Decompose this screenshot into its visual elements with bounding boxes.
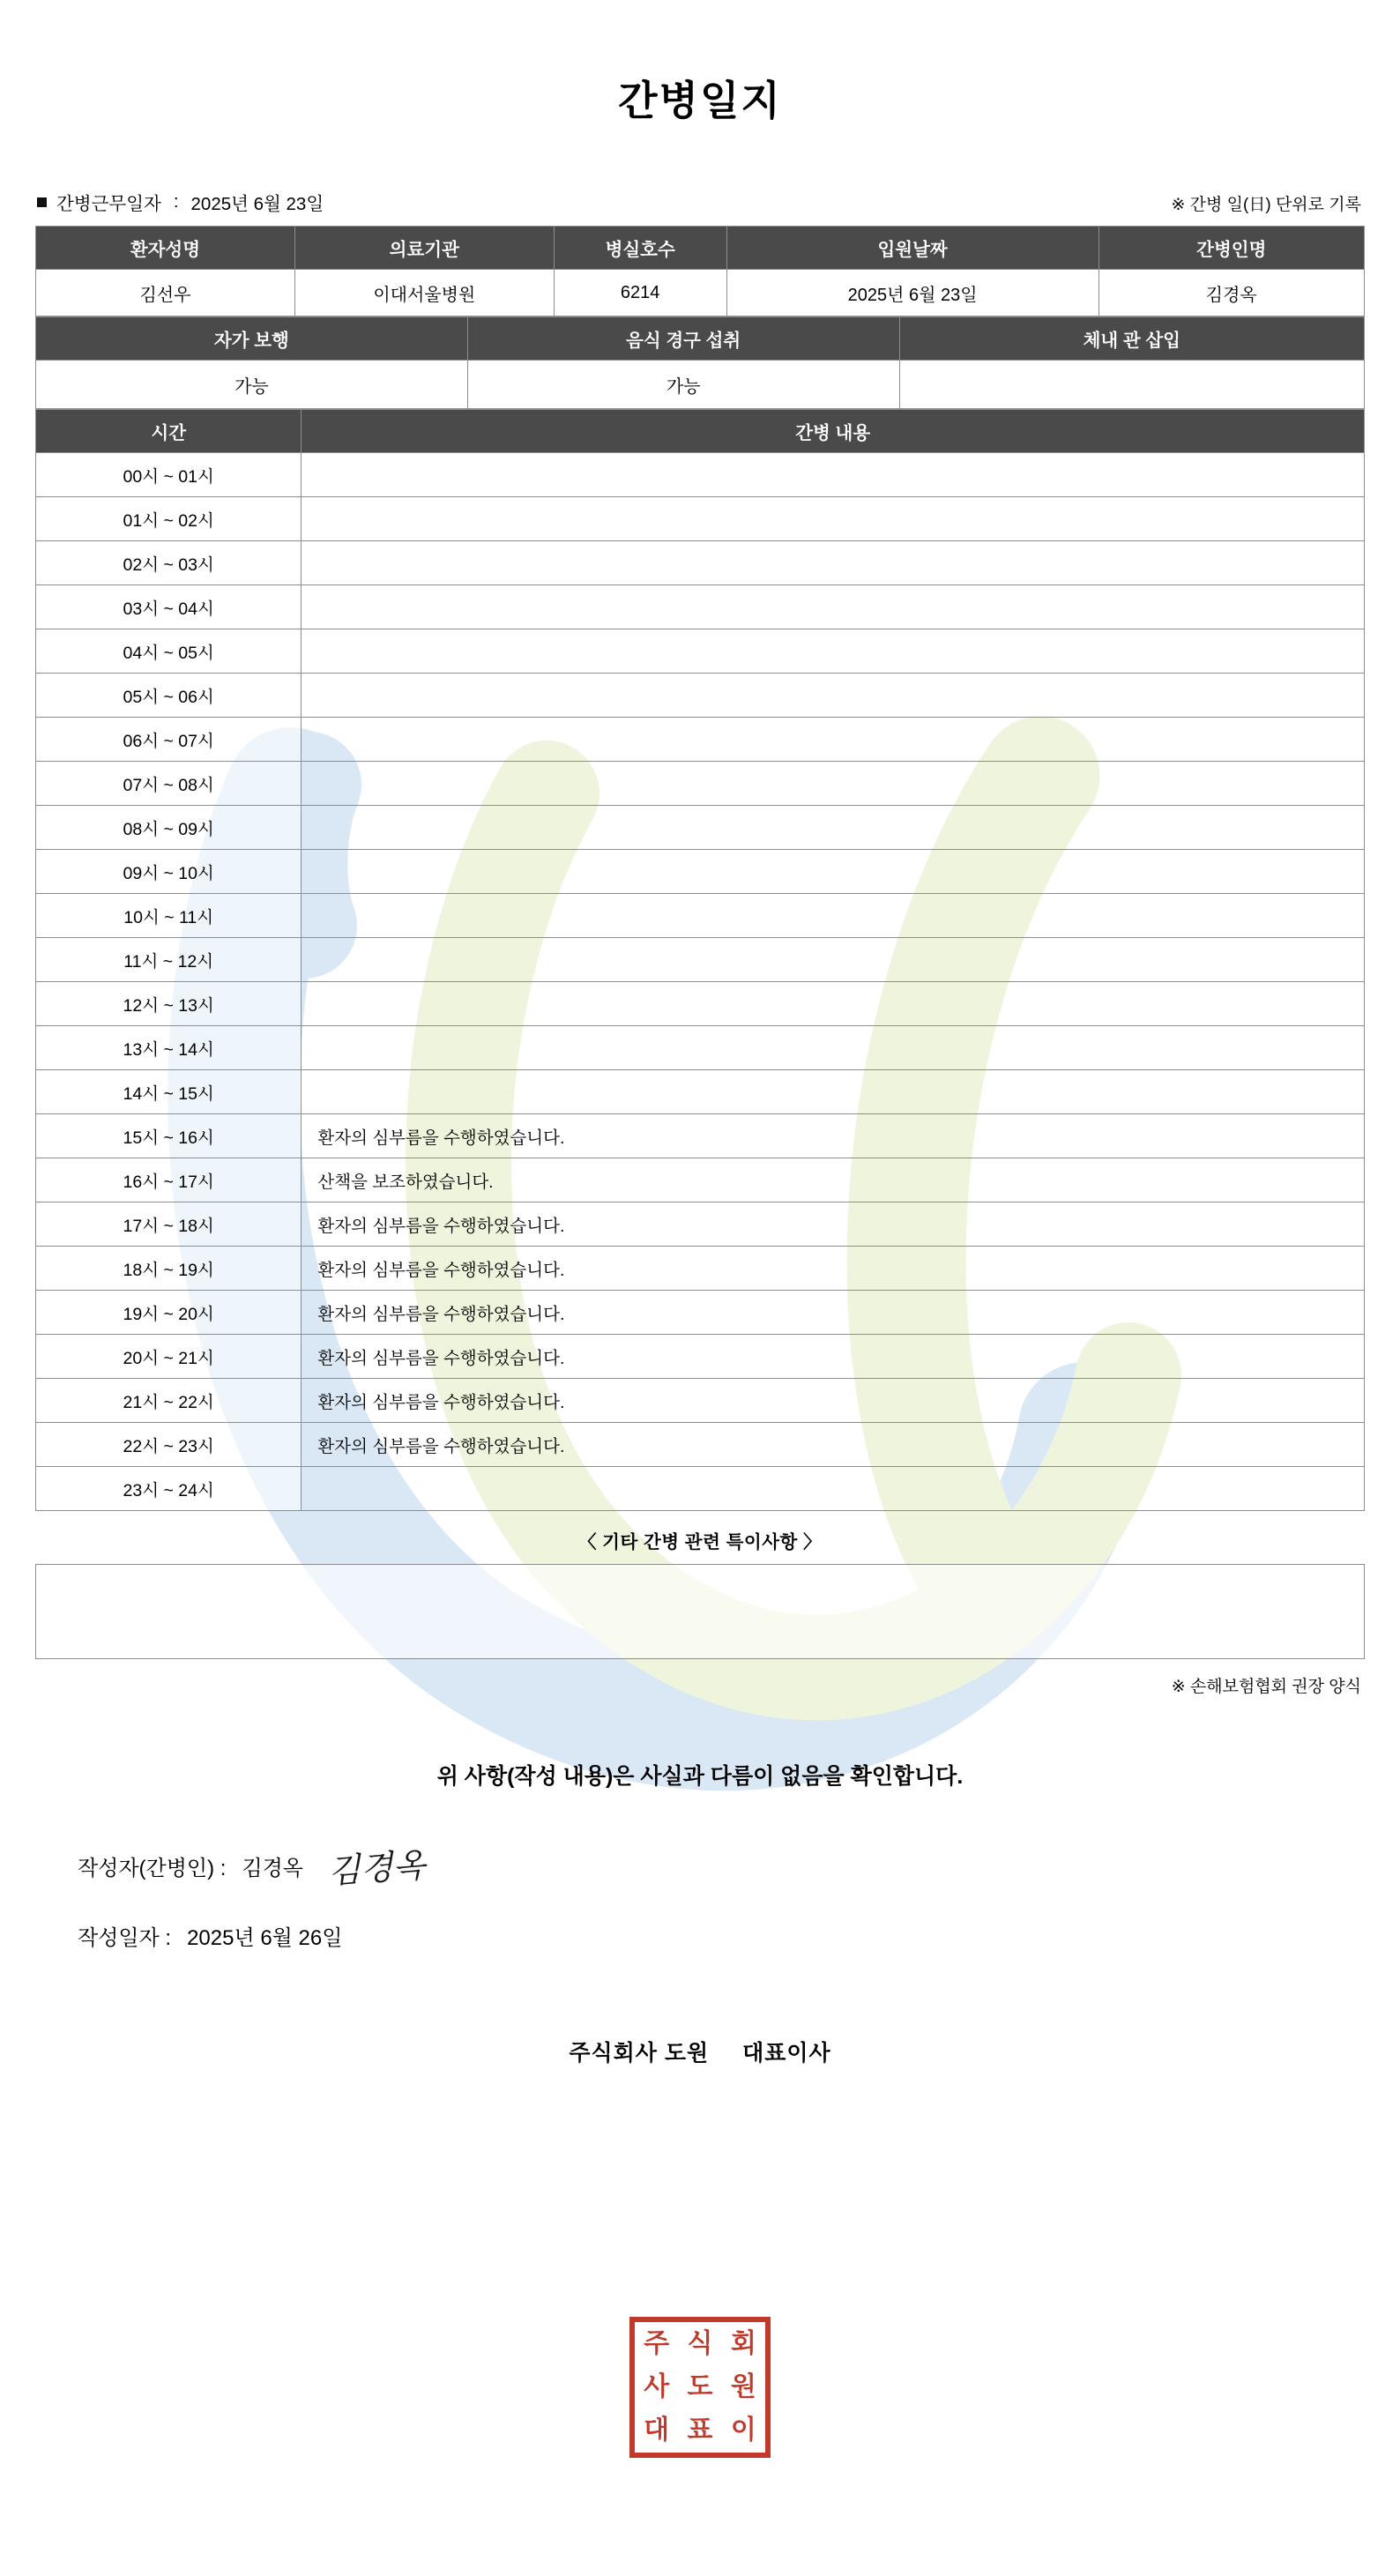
table-row: [36, 894, 1365, 938]
stamp-character: 주: [644, 2327, 670, 2359]
care-content-cell[interactable]: [302, 629, 1365, 674]
time-slot-cell: 19시 ~ 20시: [36, 1291, 302, 1335]
care-content-cell[interactable]: 산책을 보조하였습니다.: [302, 1158, 1365, 1202]
table-row: [36, 982, 1365, 1026]
time-slot-cell: 05시 ~ 06시: [36, 674, 302, 718]
table-row: [36, 1070, 1365, 1114]
td-self-ambulation: 가능: [36, 361, 468, 409]
stamp-character: 원: [730, 2371, 756, 2402]
time-slot-cell: 04시 ~ 05시: [36, 629, 302, 674]
author-signature: 김경옥: [326, 1845, 427, 1891]
time-slot-cell: 07시 ~ 08시: [36, 762, 302, 806]
th-caregiver-name: 간병인명: [1098, 227, 1364, 270]
time-slot-cell: 17시 ~ 18시: [36, 1202, 302, 1247]
table-row: [36, 718, 1365, 762]
stamp-character: 회: [730, 2327, 756, 2359]
care-content-cell[interactable]: 환자의 심부름을 수행하였습니다.: [302, 1291, 1365, 1335]
care-content-cell[interactable]: 환자의 심부름을 수행하였습니다.: [302, 1202, 1365, 1247]
work-date-separator: :: [173, 191, 179, 212]
remarks-title: 〈 기타 간병 관련 특이사항 〉: [577, 1532, 822, 1552]
table-row: [36, 361, 1365, 409]
table-header-row: [36, 317, 1365, 361]
care-content-cell[interactable]: 환자의 심부름을 수행하였습니다.: [302, 1247, 1365, 1291]
time-slot-cell: 09시 ~ 10시: [36, 850, 302, 894]
td-hospital: 이대서울병원: [294, 270, 554, 316]
time-slot-cell: 20시 ~ 21시: [36, 1335, 302, 1379]
time-slot-cell: 16시 ~ 17시: [36, 1158, 302, 1202]
unit-note: ※ 간병 일(日) 단위로 기록: [1171, 196, 1361, 214]
table-header-row: [36, 410, 1365, 453]
care-content-cell[interactable]: 환자의 심부름을 수행하였습니다.: [302, 1423, 1365, 1467]
date-label: 작성일자 :: [78, 1926, 172, 1950]
care-content-cell[interactable]: [302, 894, 1365, 938]
time-slot-cell: 23시 ~ 24시: [36, 1467, 302, 1511]
care-content-cell[interactable]: [302, 718, 1365, 762]
table-row: [36, 1291, 1365, 1335]
time-slot-cell: 03시 ~ 04시: [36, 585, 302, 629]
table-row: [36, 497, 1365, 541]
page-title: 간병일지: [618, 78, 782, 123]
work-date-label: 간병근무일자: [56, 194, 161, 214]
date-value: 2025년 6월 26일: [187, 1926, 343, 1950]
square-bullet-icon: [37, 197, 47, 207]
th-care-content: 간병 내용: [302, 410, 1365, 453]
meta-row: [35, 189, 1365, 215]
stamp-character: 식: [687, 2327, 713, 2359]
th-time: 시간: [36, 410, 302, 453]
care-content-cell[interactable]: [302, 850, 1365, 894]
author-row: [78, 1842, 1365, 1890]
stamp-character: 대: [644, 2415, 670, 2446]
company-seal-stamp: [629, 2317, 771, 2458]
care-content-cell[interactable]: [302, 497, 1365, 541]
company-role: 대표이사: [742, 2041, 831, 2066]
table-row: [36, 850, 1365, 894]
table-row: [36, 1247, 1365, 1291]
table-row: [36, 938, 1365, 982]
table-row: [36, 270, 1365, 316]
hourly-log-table: [35, 409, 1365, 1511]
care-content-cell[interactable]: [302, 453, 1365, 497]
td-room-number: 6214: [554, 270, 726, 316]
time-slot-cell: 08시 ~ 09시: [36, 806, 302, 850]
table-row: [36, 1467, 1365, 1511]
work-date-group: [37, 189, 324, 215]
table-row: [36, 762, 1365, 806]
td-admission-date: 2025년 6월 23일: [726, 270, 1098, 316]
company-line: [35, 2036, 1365, 2067]
signature-block: [35, 1842, 1365, 1951]
company-name: 주식회사 도원: [569, 2041, 710, 2066]
confirmation-statement: 위 사항(작성 내용)은 사실과 다름이 없음을 확인합니다.: [436, 1764, 964, 1789]
author-name: 김경옥: [242, 1857, 303, 1880]
care-content-cell[interactable]: [302, 1026, 1365, 1070]
care-content-cell[interactable]: [302, 541, 1365, 585]
th-room-number: 병실호수: [554, 227, 726, 270]
th-patient-name: 환자성명: [36, 227, 295, 270]
stamp-character: 표: [687, 2415, 713, 2446]
date-row: [78, 1920, 1365, 1951]
table-row: [36, 1202, 1365, 1247]
time-slot-cell: 10시 ~ 11시: [36, 894, 302, 938]
time-slot-cell: 13시 ~ 14시: [36, 1026, 302, 1070]
th-self-ambulation: 자가 보행: [36, 317, 468, 361]
patient-info-table: [35, 226, 1365, 316]
work-date-value: 2025년 6월 23일: [190, 194, 324, 214]
care-content-cell[interactable]: 환자의 심부름을 수행하였습니다.: [302, 1379, 1365, 1423]
time-slot-cell: 18시 ~ 19시: [36, 1247, 302, 1291]
time-slot-cell: 02시 ~ 03시: [36, 541, 302, 585]
table-row: [36, 674, 1365, 718]
care-content-cell[interactable]: [302, 1467, 1365, 1511]
time-slot-cell: 15시 ~ 16시: [36, 1114, 302, 1158]
table-row: [36, 585, 1365, 629]
care-content-cell[interactable]: [302, 674, 1365, 718]
association-note: ※ 손해보험협회 권장 양식: [1171, 1678, 1361, 1696]
th-hospital: 의료기관: [294, 227, 554, 270]
time-slot-cell: 06시 ~ 07시: [36, 718, 302, 762]
care-content-cell[interactable]: [302, 585, 1365, 629]
table-row: [36, 453, 1365, 497]
table-row: [36, 541, 1365, 585]
td-caregiver-name: 김경옥: [1098, 270, 1364, 316]
td-oral-intake: 가능: [467, 361, 899, 409]
table-row: [36, 1026, 1365, 1070]
time-slot-cell: 14시 ~ 15시: [36, 1070, 302, 1114]
table-row: [36, 1379, 1365, 1423]
care-content-cell[interactable]: [302, 938, 1365, 982]
table-header-row: [36, 227, 1365, 270]
time-slot-cell: 12시 ~ 13시: [36, 982, 302, 1026]
th-oral-intake: 음식 경구 섭취: [467, 317, 899, 361]
time-slot-cell: 11시 ~ 12시: [36, 938, 302, 982]
time-slot-cell: 21시 ~ 22시: [36, 1379, 302, 1423]
th-tube-insertion: 체내 관 삽입: [899, 317, 1364, 361]
care-content-cell[interactable]: 환자의 심부름을 수행하였습니다.: [302, 1114, 1365, 1158]
table-row: [36, 629, 1365, 674]
td-tube-insertion: [899, 361, 1364, 409]
stamp-character: 사: [644, 2371, 670, 2402]
author-label: 작성자(간병인) :: [78, 1857, 227, 1880]
care-content-cell[interactable]: [302, 982, 1365, 1026]
th-admission-date: 입원날짜: [726, 227, 1098, 270]
td-patient-name: 김선우: [36, 270, 295, 316]
table-row: [36, 1158, 1365, 1202]
stamp-character: 이: [730, 2415, 756, 2446]
table-row: [36, 1114, 1365, 1158]
table-row: [36, 1335, 1365, 1379]
mobility-table: [35, 316, 1365, 409]
care-content-cell[interactable]: [302, 762, 1365, 806]
remarks-box[interactable]: [35, 1564, 1365, 1659]
care-content-cell[interactable]: 환자의 심부름을 수행하였습니다.: [302, 1335, 1365, 1379]
care-content-cell[interactable]: [302, 1070, 1365, 1114]
table-row: [36, 806, 1365, 850]
hourly-log-body: [36, 453, 1365, 1511]
stamp-character: 도: [687, 2371, 713, 2402]
time-slot-cell: 00시 ~ 01시: [36, 453, 302, 497]
care-content-cell[interactable]: [302, 806, 1365, 850]
time-slot-cell: 22시 ~ 23시: [36, 1423, 302, 1467]
table-row: [36, 1423, 1365, 1467]
time-slot-cell: 01시 ~ 02시: [36, 497, 302, 541]
